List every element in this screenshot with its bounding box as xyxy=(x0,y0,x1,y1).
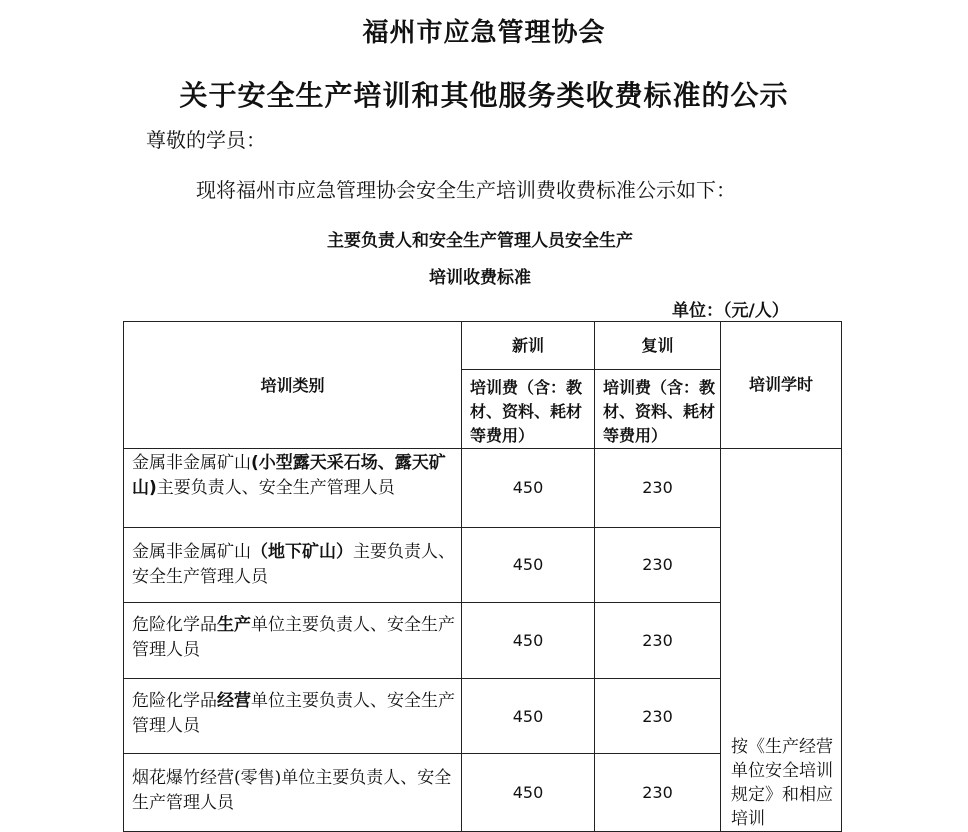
table-title-line2: 培训收费标准 xyxy=(429,268,531,288)
row-category: 危险化学品经营单位主要负责人、安全生产管理人员 xyxy=(124,678,462,754)
row-renew-fee: 230 xyxy=(595,449,721,528)
row-category: 金属非金属矿山(小型露天采石场、露天矿山)主要负责人、安全生产管理人员 xyxy=(124,449,462,528)
row-new-fee: 450 xyxy=(462,449,595,528)
training-hours-note: 按《生产经营单位安全培训规定》和相应培训 xyxy=(721,449,842,832)
row-new-fee: 450 xyxy=(462,678,595,754)
header-training-hours: 培训学时 xyxy=(721,322,842,449)
header-new-fee-note: 培训费（含：教材、资料、耗材等费用） xyxy=(462,370,595,449)
row-category: 危险化学品生产单位主要负责人、安全生产管理人员 xyxy=(124,603,462,679)
row-new-fee: 450 xyxy=(462,527,595,603)
org-title: 福州市应急管理协会 xyxy=(362,18,606,48)
row-category: 金属非金属矿山（地下矿山）主要负责人、安全生产管理人员 xyxy=(124,527,462,603)
table-title-line1: 主要负责人和安全生产管理人员安全生产 xyxy=(327,231,633,251)
fee-table xyxy=(123,321,842,832)
row-renew-fee: 230 xyxy=(595,603,721,679)
row-renew-fee: 230 xyxy=(595,527,721,603)
header-renew-fee-note: 培训费（含：教材、资料、耗材等费用） xyxy=(595,370,721,449)
table-row xyxy=(124,449,842,528)
intro-text: 现将福州市应急管理协会安全生产培训费收费标准公示如下： xyxy=(196,178,736,202)
row-new-fee: 450 xyxy=(462,603,595,679)
header-category: 培训类别 xyxy=(124,322,462,449)
row-category: 烟花爆竹经营(零售)单位主要负责人、安全生产管理人员 xyxy=(124,754,462,832)
row-renew-fee: 230 xyxy=(595,754,721,832)
row-new-fee: 450 xyxy=(462,754,595,832)
row-renew-fee: 230 xyxy=(595,678,721,754)
header-new-training: 新训 xyxy=(462,322,595,370)
greeting-text: 尊敬的学员： xyxy=(146,128,266,152)
header-re-training: 复训 xyxy=(595,322,721,370)
unit-label: 单位：（元/人） xyxy=(672,301,789,321)
notice-title: 关于安全生产培训和其他服务类收费标准的公示 xyxy=(179,79,789,112)
